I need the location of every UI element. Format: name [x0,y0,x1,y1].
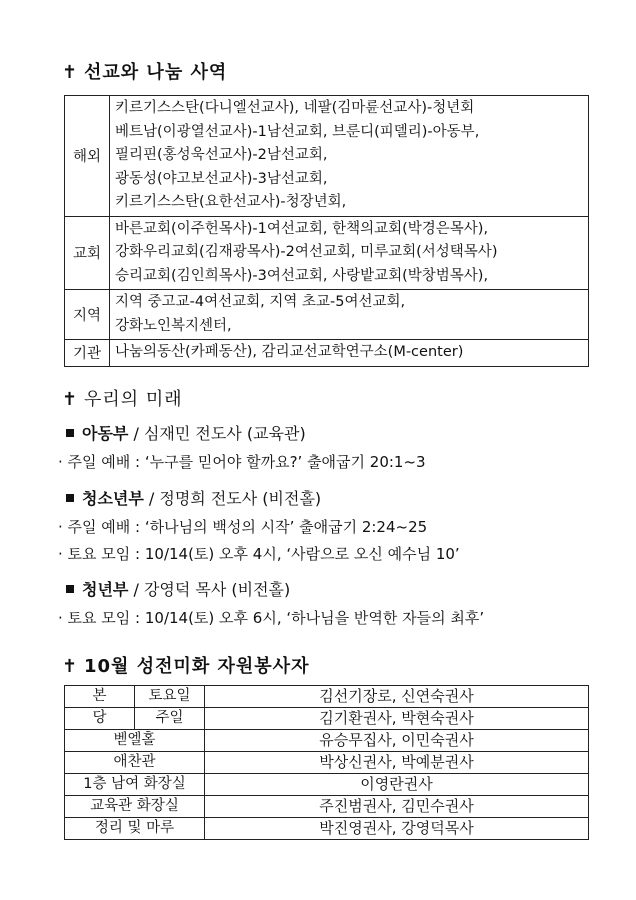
ministry-name: 청년부 [82,580,129,599]
bondang-label: 당 [65,708,135,730]
schedule-item: · 주일 예배 : ‘누구를 믿어야 할까요?’ 출애굽기 20:1~3 [58,453,426,471]
names-cell: 주진범권사, 김민수권사 [205,796,589,818]
separator: / [128,424,144,443]
volunteers-table [64,685,589,840]
bullet-square-icon [66,494,74,502]
table-row [65,340,589,367]
place-cell: 애찬관 [65,752,205,774]
ministry-leader: 정명희 전도사 (비전홀) [159,489,322,508]
table-row [65,774,589,796]
place-cell: 벧엘홀 [65,730,205,752]
bullet-square-icon [66,585,74,593]
content-line: 강화우리교회(김재광목사)-2여선교회, 미루교회(서성택목사) [115,244,498,260]
names-cell: 유승무집사, 이민숙권사 [205,730,589,752]
schedule-item: · 주일 예배 : ‘하나님의 백성의 시작’ 출애굽기 2:24~25 [58,518,428,536]
bondang-label: 본 [65,686,135,708]
section-heading-volunteers [62,652,309,678]
content-line: 키르기스스탄(다니엘선교사), 네팔(김마륜선교사)-청년회 [115,100,475,116]
place-cell: 교육관 화장실 [65,796,205,818]
names-cell: 김선기장로, 신연숙권사 [205,686,589,708]
place-cell: 1층 남여 화장실 [65,774,205,796]
ministry-heading [66,421,306,444]
table-row [65,216,589,290]
row-label: 기관 [65,340,110,367]
place-cell: 정리 및 마루 [65,818,205,840]
names-cell: 박상신권사, 박예분권사 [205,752,589,774]
content-line: 강화노인복지센터, [115,317,232,334]
row-label: 교회 [65,216,110,290]
section-title: 10월 성전미화 자원봉사자 [84,656,310,677]
place-cell: 주일 [135,708,205,730]
bullet-square-icon [66,429,74,437]
content-line: 나눔의동산(카페동산), 감리교선교학연구소(M-center) [115,344,464,360]
section-heading-missions [62,58,227,84]
separator: / [143,489,160,508]
cross-icon: ✝ [62,656,78,677]
names-cell: 박진영권사, 강영덕목사 [205,818,589,840]
schedule-item: · 토요 모임 : 10/14(토) 오후 6시, ‘하나님을 반역한 자들의 최후’ [58,609,485,627]
table-row [65,708,589,730]
row-label: 지역 [65,290,110,340]
cross-icon: ✝ [62,62,78,83]
table-row [65,686,589,708]
section-title: 우리의 미래 [84,389,183,410]
content-line: 베트남(이광열선교사)-1남선교회, 브룬디(피델리)-아동부, [115,123,480,140]
ministry-heading [66,486,321,509]
names-cell: 김기환권사, 박현숙권사 [205,708,589,730]
ministry-name: 아동부 [82,424,129,443]
section-title: 선교와 나눔 사역 [84,62,228,83]
separator: / [128,580,144,599]
table-row [65,96,589,217]
content-line: 필리핀(홍성욱선교사)-2남선교회, [115,147,328,163]
ministry-leader: 심재민 전도사 (교육관) [143,424,306,443]
content-line: 키르기스스탄(요한선교사)-청장년회, [115,194,347,210]
content-line: 바른교회(이주헌목사)-1여선교회, 한책의교회(박경은목사), [115,220,489,237]
missions-table [64,95,589,367]
table-row [65,730,589,752]
section-heading-future [62,385,183,411]
row-content [110,96,589,217]
row-content [110,340,589,367]
table-row [65,818,589,840]
ministry-heading [66,577,290,600]
content-line: 승리교회(김인희목사)-3여선교회, 사랑밭교회(박창범목사), [115,267,489,284]
content-line: 지역 중고교-4여선교회, 지역 초교-5여선교회, [115,294,406,310]
content-line: 광동성(야고보선교사)-3남선교회, [115,170,328,187]
table-row [65,290,589,340]
row-content [110,216,589,290]
row-label: 해외 [65,96,110,217]
schedule-item: · 토요 모임 : 10/14(토) 오후 4시, ‘사람으로 오신 예수님 10’ [58,545,460,563]
cross-icon: ✝ [62,389,78,410]
names-cell: 이영란권사 [205,774,589,796]
place-cell: 토요일 [135,686,205,708]
ministry-leader: 강영덕 목사 (비전홀) [143,580,291,599]
table-row [65,796,589,818]
ministry-name: 청소년부 [82,489,144,508]
row-content [110,290,589,340]
table-row [65,752,589,774]
